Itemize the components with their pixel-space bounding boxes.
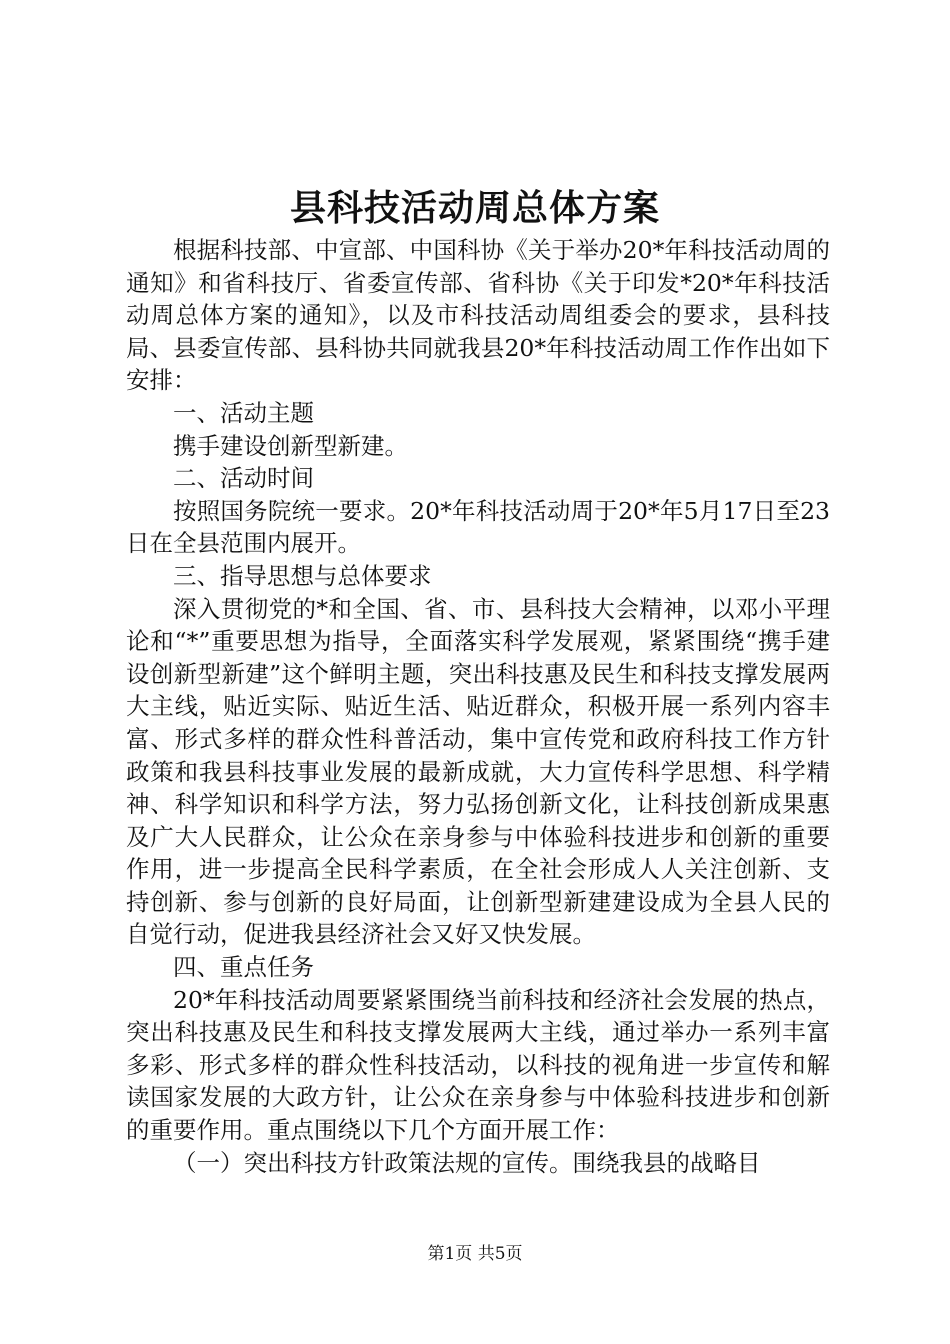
heading-guiding-ideology: 三、指导思想与总体要求	[173, 561, 432, 590]
paragraph-intro: 根据科技部、中宣部、中国科协《关于举办20*年科技活动周的通知》和省科技厅、省委宣传部、省科协《关于印发*20*年科技活动周总体方案的通知》，以及市科技活动周组委会的要求，县科技局、县委宣传部、县科协共同就我县20*年科技活动周工作作出如下安排：	[126, 236, 830, 395]
page-footer: 第1页 共5页	[427, 1244, 523, 1264]
paragraph-guiding-ideology: 深入贯彻党的*和全国、省、市、县科技大会精神，以邓小平理论和“*”重要思想为指导，全面落实科学发展观，紧紧围绕“携手建设创新型新建”这个鲜明主题，突出科技惠及民生和科技支撑发展两大主线，贴近实际、贴近生活、贴近群众，积极开展一系列内容丰富、形式多样的群众性科普活动，集中宣传党和政府科技工作方针政策和我县科技事业发展的最新成就，大力宣传科学思想、科学精神、科学知识和科学方法，努力弘扬创新文化，让科技创新成果惠及广大人民群众，让公众在亲身参与中体验科技进步和创新的重要作用，进一步提高全民科学素质，在全社会形成人人关注创新、支持创新、参与创新的良好局面，让创新型新建建设成为全县人民的自觉行动，促进我县经济社会又好又快发展。	[126, 594, 830, 949]
heading-key-tasks: 四、重点任务	[173, 953, 314, 982]
heading-activity-theme: 一、活动主题	[173, 398, 314, 427]
paragraph-theme: 携手建设创新型新建。	[173, 431, 408, 460]
paragraph-key-tasks: 20*年科技活动周要紧紧围绕当前科技和经济社会发展的热点，突出科技惠及民生和科技支撑发展两大主线，通过举办一系列丰富多彩、形式多样的群众性科技活动，以科技的视角进一步宣传和解读国家发展的大政方针，让公众在亲身参与中体验科技进步和创新的重要作用。重点围绕以下几个方面开展工作：	[126, 985, 830, 1145]
paragraph-subsection-one: （一）突出科技方针政策法规的宣传。围绕我县的战略目	[173, 1148, 761, 1177]
paragraph-time: 按照国务院统一要求。20*年科技活动周于20*年5月17日至23日在全县范围内展开。	[126, 496, 830, 558]
heading-activity-time: 二、活动时间	[173, 464, 314, 493]
document-title: 县科技活动周总体方案	[289, 187, 660, 229]
document-body	[126, 234, 830, 1179]
